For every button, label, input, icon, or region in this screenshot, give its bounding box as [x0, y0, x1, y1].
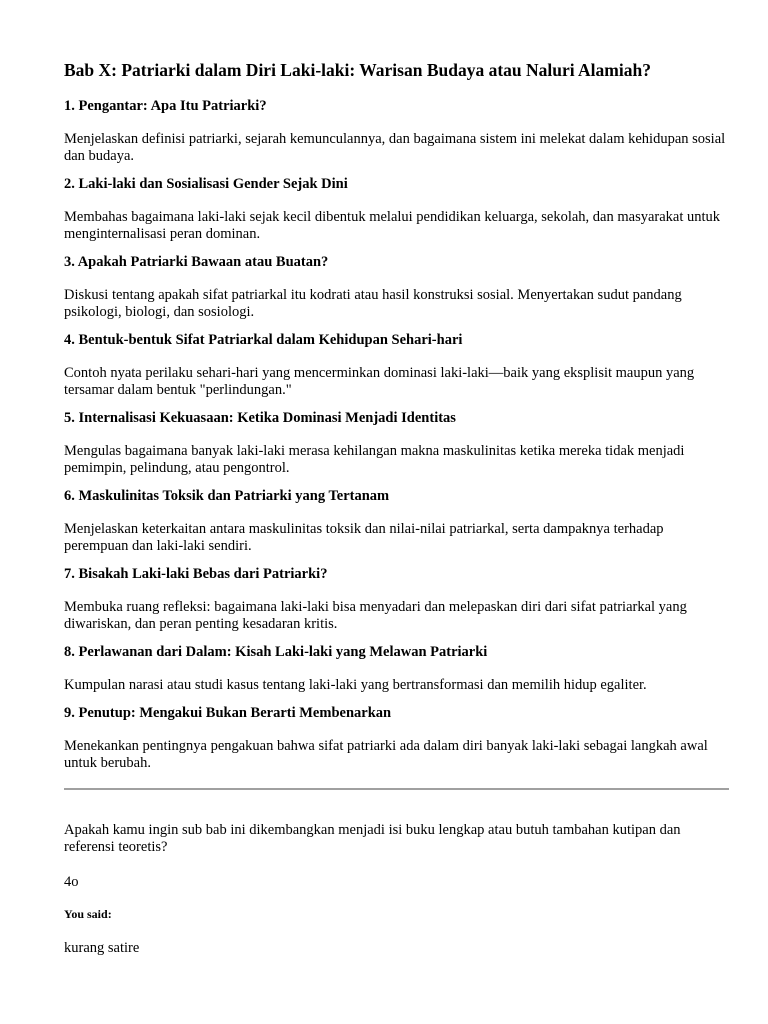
section-body: Menjelaskan keterkaitan antara maskulinitas toksik dan nilai-nilai patriarkal, serta dampaknya terhadap perempuan dan laki-laki sendiri. [64, 521, 664, 554]
section-heading: 1. Pengantar: Apa Itu Patriarki? [64, 98, 267, 114]
section-1 [64, 87, 728, 165]
section-heading: 4. Bentuk-bentuk Sifat Patriarkal dalam Kehidupan Sehari-hari [64, 332, 463, 348]
section-body: Kumpulan narasi atau studi kasus tentang laki-laki yang bertransformasi dan memilih hidup egaliter. [64, 677, 647, 693]
section-body: Diskusi tentang apakah sifat patriarkal itu kodrati atau hasil konstruksi sosial. Menyertakan sudut pandang psikologi, biologi, dan sosiologi. [64, 287, 682, 320]
section-heading: 8. Perlawanan dari Dalam: Kisah Laki-laki yang Melawan Patriarki [64, 644, 488, 660]
section-3 [64, 243, 728, 321]
section-list [64, 87, 728, 772]
section-4 [64, 321, 728, 399]
section-9 [64, 694, 728, 772]
section-heading: 7. Bisakah Laki-laki Bebas dari Patriarki? [64, 566, 328, 582]
section-body: Mengulas bagaimana banyak laki-laki merasa kehilangan makna maskulinitas ketika mereka tidak menjadi pemimpin, pelindung, atau pengontrol. [64, 443, 685, 476]
horizontal-divider [64, 788, 729, 790]
section-body: Contoh nyata perilaku sehari-hari yang mencerminkan dominasi laki-laki—baik yang eksplisit maupun yang tersamar dalam bentuk "perlindungan." [64, 365, 695, 398]
section-6 [64, 477, 728, 555]
section-heading: 9. Penutup: Mengakui Bukan Berarti Membenarkan [64, 705, 392, 721]
section-7 [64, 555, 728, 633]
section-8 [64, 633, 728, 694]
section-heading: 3. Apakah Patriarki Bawaan atau Buatan? [64, 254, 329, 270]
model-label: 4o [64, 874, 79, 890]
section-5 [64, 399, 728, 477]
section-body: Membahas bagaimana laki-laki sejak kecil dibentuk melalui pendidikan keluarga, sekolah, dan masyarakat untuk menginternalisasi peran dominan. [64, 209, 721, 242]
user-message: kurang satire [64, 940, 140, 956]
followup-question: Apakah kamu ingin sub bab ini dikembangkan menjadi isi buku lengkap atau butuh tambahan kutipan dan referensi teoretis? [64, 822, 681, 855]
section-heading: 6. Maskulinitas Toksik dan Patriarki yang Tertanam [64, 488, 390, 504]
section-body: Menjelaskan definisi patriarki, sejarah kemunculannya, dan bagaimana sistem ini melekat dalam kehidupan sosial dan budaya. [64, 131, 726, 164]
section-body: Menekankan pentingnya pengakuan bahwa sifat patriarki ada dalam diri banyak laki-laki sebagai langkah awal untuk berubah. [64, 738, 708, 771]
section-heading: 2. Laki-laki dan Sosialisasi Gender Sejak Dini [64, 176, 348, 192]
section-body: Membuka ruang refleksi: bagaimana laki-laki bisa menyadari dan melepaskan diri dari sifat patriarkal yang diwariskan, dan peran penting kesadaran kritis. [64, 599, 687, 632]
document-title: Bab X: Patriarki dalam Diri Laki-laki: Warisan Budaya atau Naluri Alamiah? [64, 60, 651, 80]
section-2 [64, 165, 728, 243]
you-said-label: You said: [64, 907, 112, 921]
section-heading: 5. Internalisasi Kekuasaan: Ketika Dominasi Menjadi Identitas [64, 410, 456, 426]
